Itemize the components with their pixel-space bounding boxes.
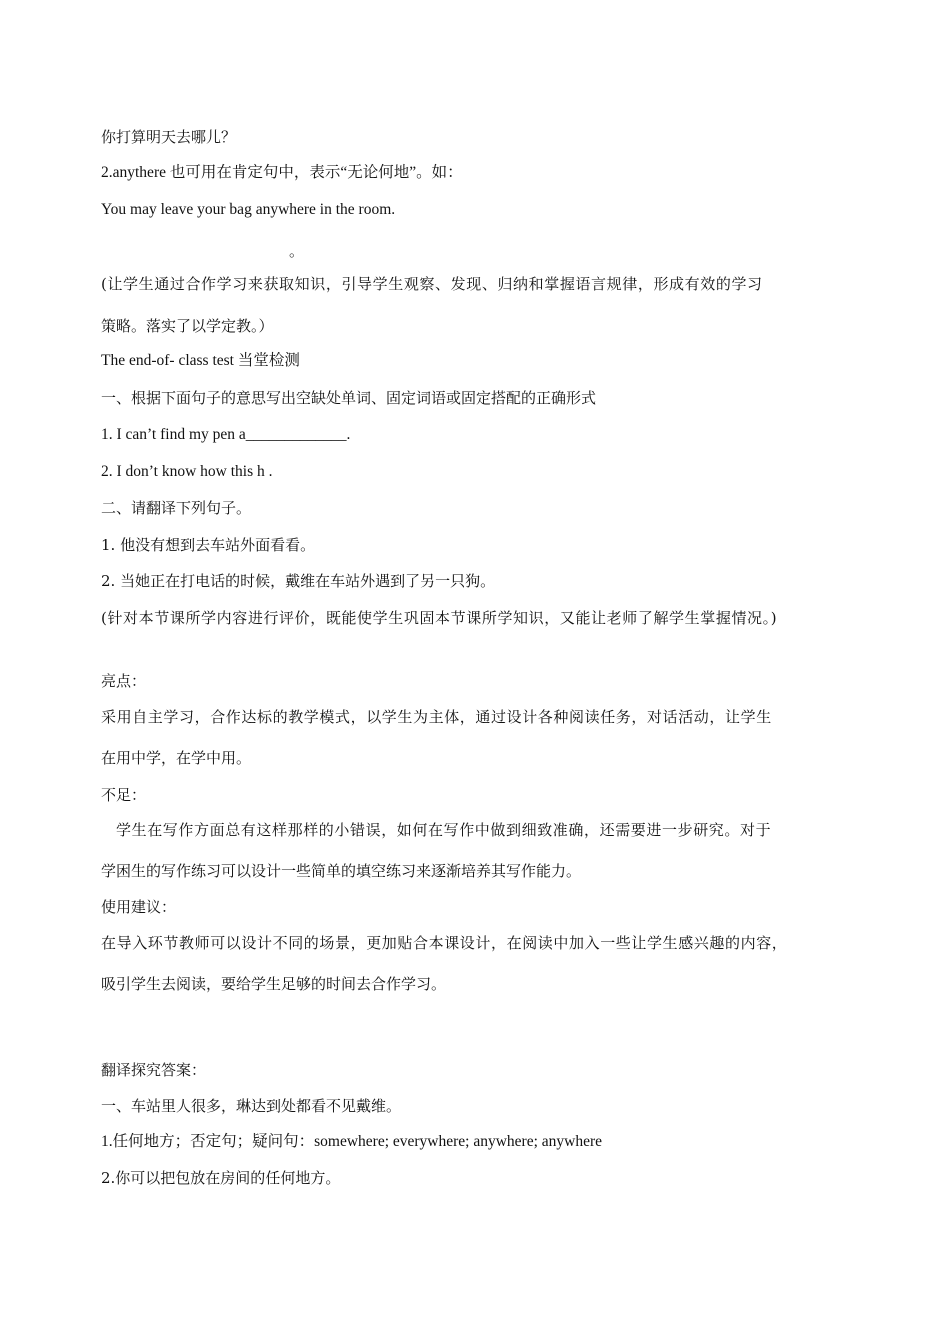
text-line: You may leave your bag anywhere in the room. — [101, 201, 396, 218]
text-line: (针对本节课所学内容进行评价，既能使学生巩固本节课所学知识，又能让老师了解学生掌握情况。) — [101, 609, 778, 627]
text-line: 2. I don’t know how this h . — [101, 463, 273, 480]
text-line: 1. 他没有想到去车站外面看看。 — [101, 536, 316, 554]
text-line: 学困生的写作练习可以设计一些简单的填空练习来逐渐培养其写作能力。 — [101, 862, 582, 880]
text-line: 在用中学，在学中用。 — [101, 749, 252, 767]
text-line: 一、车站里人很多，琳达到处都看不见戴维。 — [101, 1097, 402, 1115]
text-line: 。 — [289, 242, 305, 260]
text-line: 采用自主学习，合作达标的教学模式，以学生为主体，通过设计各种阅读任务，对话活动，让学生 — [101, 708, 772, 726]
text-line: 你打算明天去哪儿？ — [101, 128, 237, 146]
text-line: 学生在写作方面总有这样那样的小错误，如何在写作中做到细致准确，还需要进一步研究。对于 — [116, 821, 772, 839]
text-line: 2.你可以把包放在房间的任何地方。 — [101, 1169, 341, 1187]
text-line: 2. 当她正在打电话的时候，戴维在车站外遇到了另一只狗。 — [101, 572, 496, 590]
text-line: 策略。落实了以学定教。） — [101, 317, 274, 335]
text-line: 2.anythere 也可用在肯定句中，表示“无论何地”。如： — [101, 164, 463, 181]
text-line: 二、请翻译下列句子。 — [101, 499, 252, 517]
section-heading: 不足： — [101, 786, 147, 804]
text-line: 一、根据下面句子的意思写出空缺处单词、固定词语或固定搭配的正确形式 — [101, 389, 597, 407]
section-heading: 使用建议： — [101, 898, 177, 916]
section-heading: 亮点： — [101, 672, 147, 690]
section-heading: 翻译探究答案： — [101, 1061, 207, 1079]
text-line: 在导入环节教师可以设计不同的场景，更加贴合本课设计，在阅读中加入一些让学生感兴趣的内容， — [101, 934, 788, 952]
text-line: 吸引学生去阅读，要给学生足够的时间去合作学习。 — [101, 975, 447, 993]
text-line: (让学生通过合作学习来获取知识，引导学生观察、发现、归纳和掌握语言规律，形成有效的学习 — [101, 275, 763, 293]
text-line: 1. I can’t find my pen a_____________. — [101, 426, 351, 443]
text-line: The end-of- class test 当堂检测 — [101, 352, 300, 369]
text-line: 1.任何地方；否定句；疑问句：somewhere; everywhere; anywhere; anywhere — [101, 1133, 603, 1150]
